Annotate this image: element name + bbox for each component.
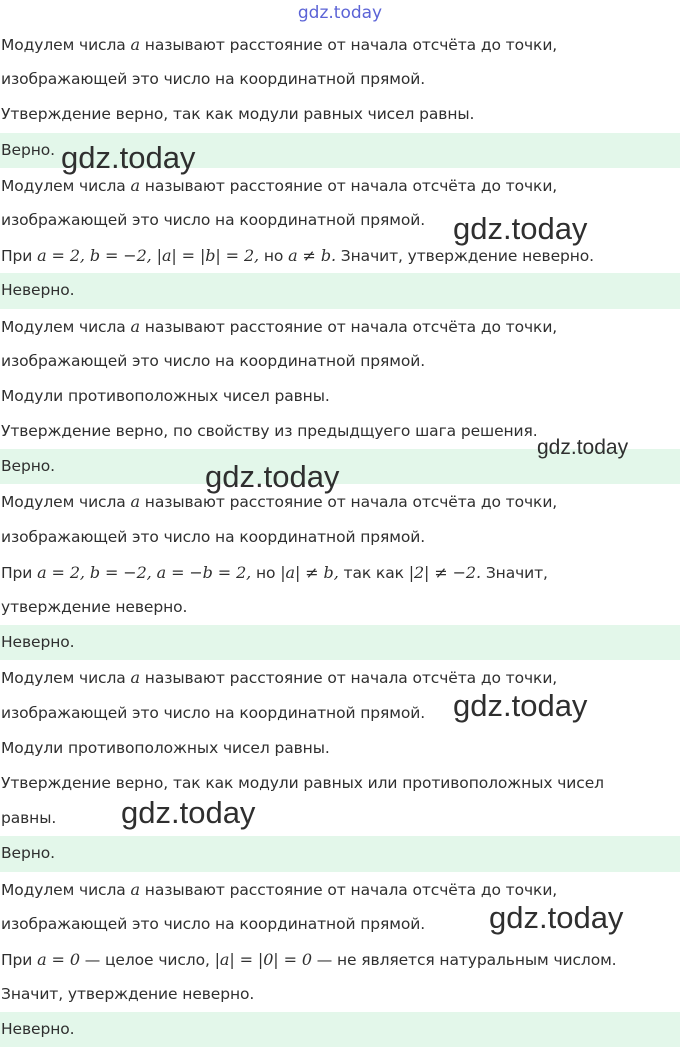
reason-line-continued: утверждение неверно. <box>1 598 188 616</box>
text: — целое число, <box>79 950 215 969</box>
text: называют расстояние от начала отсчёта до точки, <box>139 493 558 512</box>
verdict-band: Неверно. <box>0 1012 680 1047</box>
property-line: Модули противоположных чисел равны. <box>1 386 330 405</box>
reason-line: Утверждение верно, так как модули равных или противоположных чисел <box>1 773 604 792</box>
text: Модулем числа <box>1 317 131 336</box>
watermark: gdz.today <box>61 140 196 175</box>
verdict-band: Неверно. <box>0 625 680 660</box>
math-var: a <box>130 668 140 688</box>
definition-line-2: изображающей это число на координатной прямой. <box>1 703 426 722</box>
header-watermark: gdz.today <box>297 3 383 23</box>
definition-line-2: изображающей это число на координатной прямой. <box>1 210 426 229</box>
reason-line: Утверждение верно, по свойству из предыдщуего шага решения. <box>1 422 538 441</box>
text: называют расстояние от начала отсчёта до точки, <box>139 317 558 336</box>
math-var: a <box>130 35 140 54</box>
math-expression: a = 2, b = −2, |a| = |b| = 2, <box>37 246 260 266</box>
reason-line: Утверждение верно, так как модули равных чисел равны. <box>1 105 475 124</box>
verdict-band: Верно. <box>0 449 680 484</box>
watermark: gdz.today <box>205 459 340 494</box>
watermark: gdz.today <box>121 795 256 830</box>
reason-line <box>0 942 680 977</box>
text: Модулем числа <box>1 493 131 512</box>
math-var: a <box>130 316 140 336</box>
text: Значит, <box>481 563 548 582</box>
text: но <box>259 247 289 266</box>
watermark: gdz.today <box>537 436 629 459</box>
text: называют расстояние от начала отсчёта до точки, <box>139 36 558 54</box>
definition-line-2: изображающей это число на координатной прямой. <box>1 914 426 933</box>
text: называют расстояние от начала отсчёта до точки, <box>139 669 558 688</box>
verdict-band: Верно. <box>0 133 680 168</box>
text: Модулем числа <box>1 176 131 195</box>
definition-line-2: изображающей это число на координатной прямой. <box>1 527 426 546</box>
definition-line-2: изображающей это число на координатной прямой. <box>1 351 426 370</box>
reason-line <box>0 555 680 590</box>
definition-line-1 <box>0 27 680 62</box>
verdict-band: Неверно. <box>0 273 680 308</box>
text: Значит, утверждение неверно. <box>335 247 595 266</box>
property-line: Модули противоположных чисел равны. <box>1 738 330 757</box>
math-expression: a ≠ b. <box>288 246 336 266</box>
math-expression: a = 0 <box>37 949 80 969</box>
text: так как <box>338 563 409 582</box>
definition-line-1 <box>0 484 680 519</box>
watermark: gdz.today <box>489 900 624 935</box>
math-var: a <box>130 175 140 195</box>
watermark: gdz.today <box>453 211 588 246</box>
text: При <box>1 247 38 266</box>
text: называют расстояние от начала отсчёта до точки, <box>139 176 558 195</box>
text: При <box>1 950 38 969</box>
reason-line-continued: равны. <box>1 809 57 828</box>
text: При <box>1 563 38 582</box>
watermark: gdz.today <box>453 688 588 723</box>
text: Модулем числа <box>1 36 131 54</box>
math-var: a <box>130 492 140 512</box>
text: Модулем числа <box>1 880 131 899</box>
text: но <box>251 563 281 582</box>
reason-line-continued: Значит, утверждение неверно. <box>1 985 255 1004</box>
definition-line-2: изображающей это число на координатной прямой. <box>1 70 426 89</box>
definition-line-1 <box>0 309 680 344</box>
solution-content <box>0 27 680 1047</box>
math-var: a <box>130 879 140 899</box>
math-expression: a = 2, b = −2, a = −b = 2, <box>37 562 252 582</box>
verdict-band: Верно. <box>0 836 680 871</box>
text: называют расстояние от начала отсчёта до точки, <box>139 880 558 899</box>
math-expression: |a| = |0| = 0 <box>214 949 312 969</box>
math-expression: |a| ≠ b, <box>280 562 339 582</box>
text: Модулем числа <box>1 669 131 688</box>
text: — не является натуральным числом. <box>311 950 617 969</box>
math-expression: |2| ≠ −2. <box>408 562 481 582</box>
